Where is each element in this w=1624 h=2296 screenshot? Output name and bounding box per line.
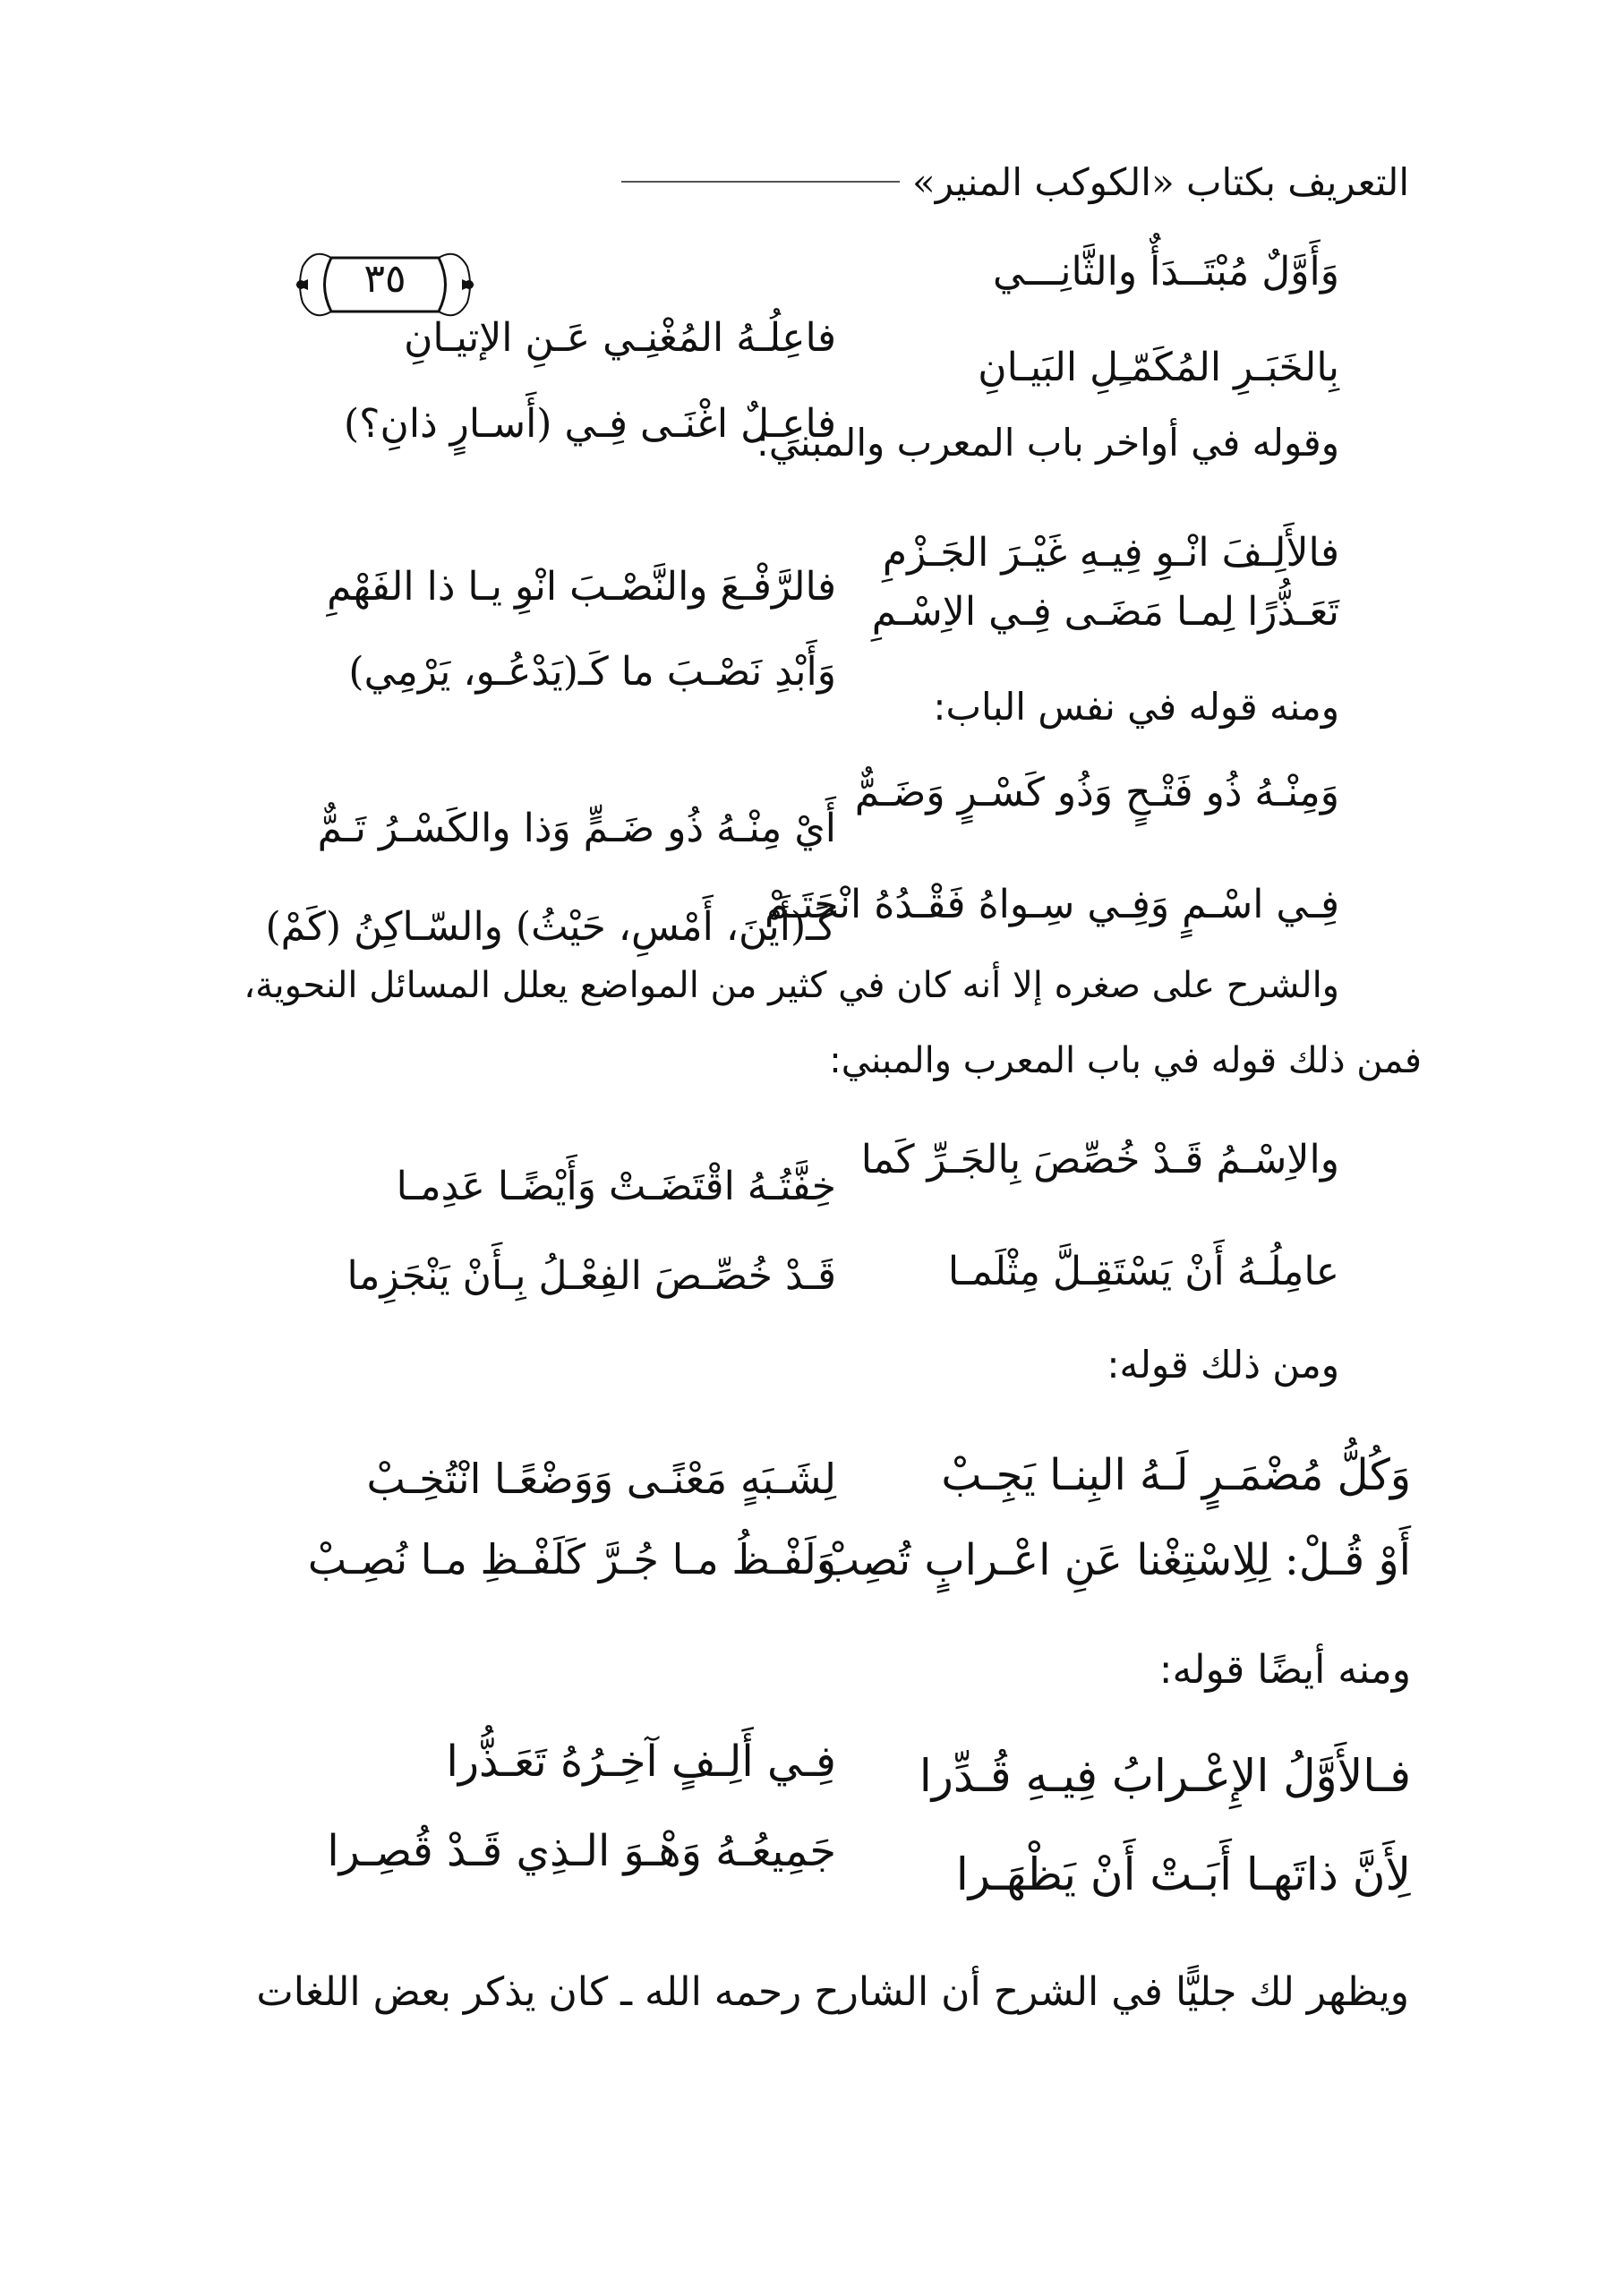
verse-hemistich: أَيْ مِنْـهُ ذُو ضَـمٍّ وَذا والكَسْـرُ تَـمٌّ: [317, 806, 836, 851]
verse-hemistich: وَلَفْـظُ مـا جُـرَّ كَلَفْـظِ مـا نُصِـبْ: [307, 1535, 836, 1583]
verse-hemistich: عامِلُـهُ أَنْ يَسْتَقِـلَّ مِثْلَمـا: [947, 1249, 1339, 1294]
verse-hemistich: وَأَبْدِ نَصْـبَ ما كَـ(يَدْعُـو، يَرْمِي): [348, 649, 836, 695]
verse-hemistich: لِشَـبَهٍ مَعْنًـى وَوَضْعًـا انْتُخِـبْ: [366, 1455, 836, 1503]
verse-hemistich: فالرَّفْـعَ والنَّصْـبَ انْوِ يـا ذا الفَهْمِ: [327, 564, 836, 610]
verse-hemistich: أَوْ قُـلْ: لِلِاسْتِغْنا عَنِ اعْـرابٍ تُصِبْ: [819, 1535, 1411, 1585]
verse-hemistich: فاعِـلٌ اغْنَـى فِـي (أَسـارٍ ذانِ؟): [344, 401, 836, 447]
paragraph-intro: ومنه قوله في نفس الباب:: [933, 685, 1339, 729]
verse-hemistich: تَعَـذُّرًا لِمـا مَضَـى فِـي الاِسْـمِ: [871, 589, 1339, 635]
header-rule: [621, 181, 900, 183]
paragraph-line: والشرح على صغره إلا أنه كان في كثير من المواضع يعلل المسائل النحوية،: [244, 965, 1339, 1006]
paragraph-intro: ومنه أيضًا قوله:: [1158, 1647, 1411, 1693]
verse-hemistich: فاعِلُـهُ المُغْنِـي عَـنِ الإتيـانِ: [404, 315, 836, 361]
verse-hemistich: كَـ(أَيْنَ، أَمْسِ، حَيْثُ) والسّـاكِنُ (كَمْ): [265, 904, 836, 950]
verse-hemistich: جَمِيعُـهُ وَهْـوَ الـذِي قَـدْ قُصِـرا: [327, 1826, 836, 1876]
verse-hemistich: بِالخَبَـرِ المُكَمّـِلِ البَيـانِ: [978, 345, 1339, 390]
verse-hemistich: فِـي اسْـمٍ وَفِـي سِـواهُ فَقْـدُهُ انْحَتَـمْ: [764, 882, 1339, 927]
verse-hemistich: وَمِنْـهُ ذُو فَتْـحٍ وَذُو كَسْـرٍ وَضَـمٌّ: [854, 770, 1339, 815]
header-title: التعريف بكتاب «الكوكب المنير»: [912, 159, 1409, 204]
paragraph-intro: ومن ذلك قوله:: [1107, 1343, 1339, 1387]
paragraph-intro: وقوله في أواخر باب المعرب والمبني:: [756, 421, 1339, 465]
page-number: ٣٥: [363, 256, 406, 302]
verse-hemistich: فالأَلِـفَ انْـوِ فِيـهِ غَيْـرَ الجَـزْمِ: [882, 530, 1339, 576]
verse-hemistich: فـالأَوَّلُ الإِعْـرابُ فِيـهِ قُـدِّرا: [919, 1750, 1411, 1802]
verse-hemistich: وَأَوَّلٌ مُبْتَــدَأٌ والثَّانِـــي: [992, 249, 1339, 294]
verse-hemistich: خِفَّتُـهُ اقْتَضَـتْ وَأَيْضًـا عَدِمـا: [396, 1164, 836, 1209]
paragraph-line: فمن ذلك قوله في باب المعرب والمبني:: [829, 1040, 1422, 1081]
verse-hemistich: قَـدْ خُصِّـصَ الفِعْـلُ بِـأَنْ يَنْجَزِما: [346, 1253, 836, 1299]
verse-hemistich: وَكُلُّ مُضْمَـرٍ لَـهُ البِنـا يَجِـبْ: [941, 1450, 1411, 1500]
running-header: [621, 150, 1409, 213]
verse-hemistich: لِأَنَّ ذاتَهـا أَبَـتْ أَنْ يَظْهَـرا: [955, 1848, 1411, 1900]
paragraph-line: ويظهر لك جليًّا في الشرح أن الشارح رحمه الله ـ كان يذكر بعض اللغات: [256, 1969, 1409, 2015]
verse-hemistich: فِـي أَلِـفٍ آخِـرُهُ تَعَـذُّرا: [446, 1737, 836, 1787]
verse-hemistich: والاِسْـمُ قَـدْ خُصِّصَ بِالجَـرِّ كَما: [860, 1137, 1339, 1182]
